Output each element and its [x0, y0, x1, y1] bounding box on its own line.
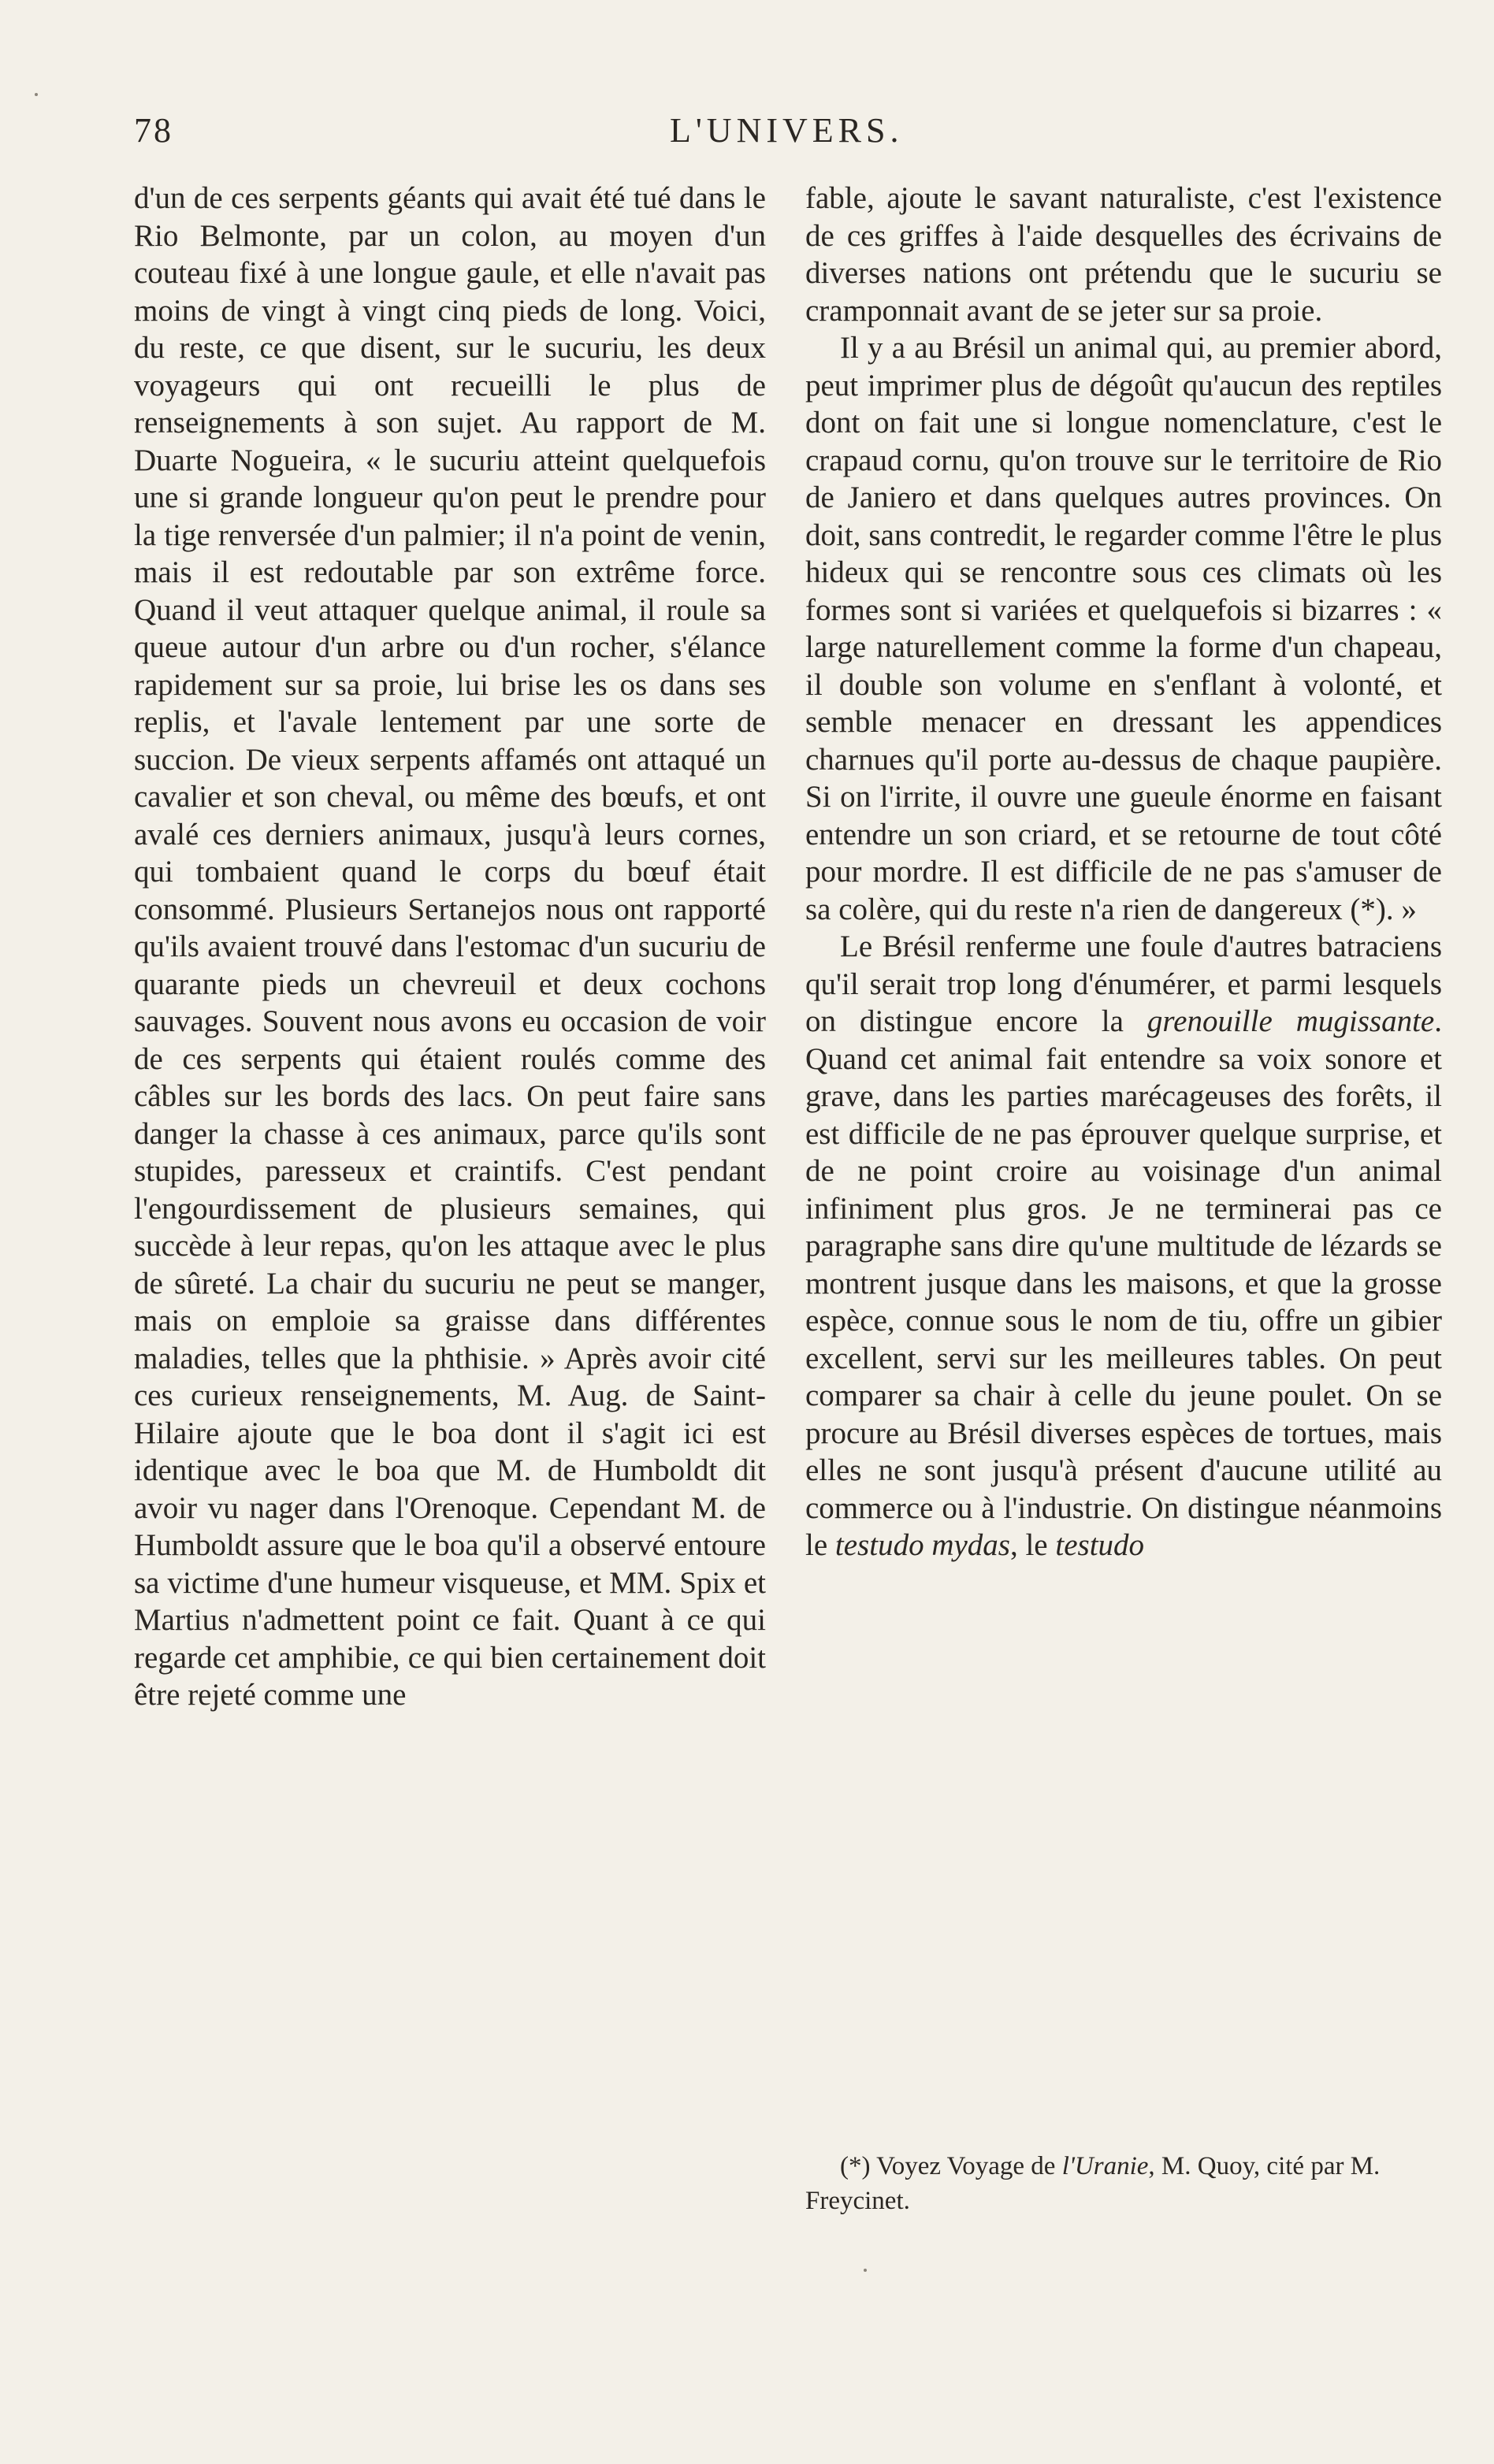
- right-column: [805, 180, 1442, 1564]
- right-paragraph-3: [805, 928, 1442, 1564]
- page-header: [134, 101, 1442, 156]
- footnote-prefix: (*) Voyez Voyage de: [840, 2152, 1062, 2180]
- paragraph-text: Le Brésil renferme une foule d'autres batraciens qu'il serait trop long d'énumérer, et parmi lesquels on distingue encore la: [805, 930, 1442, 1038]
- right-paragraph-2: Il y a au Brésil un animal qui, au premier abord, peut imprimer plus de dégoût qu'aucun des reptiles dont on fait une si longue nomenclature, c'est le crapaud cornu, qu'on trouve sur le territoire de Rio de Janiero et dans quelques autres provinces. On doit, sans contredit, le regarder comme l'être le plus hideux qui se rencontre sous ces climats où les formes sont si variées et quelquefois si bizarres : « large naturellement comme la forme d'un chapeau, il double son volume en s'enflant à volonté, et semble menacer en dressant les appendices charnues qu'il porte au-dessus de chaque paupière. Si on l'irrite, il ouvre une gueule énorme en faisant entendre un son criard, et se retourne de tout côté pour mordre. Il est difficile de ne pas s'amuser de sa colère, qui du reste n'a rien de dangereux (*). »: [805, 331, 1442, 926]
- footnote-title: l'Uranie: [1061, 2152, 1149, 2180]
- paper-speck: [35, 93, 38, 96]
- species-name: testudo: [1055, 1528, 1145, 1562]
- paragraph-text: , le: [1009, 1528, 1056, 1562]
- paper-speck: [864, 2269, 867, 2272]
- footnote-suffix: , M. Quoy, cité par M. Freycinet.: [805, 2152, 1381, 2215]
- left-paragraph-1: d'un de ces serpents géants qui avait été tué dans le Rio Belmonte, par un colon, au moyen d'un couteau fixé à une longue gaule, et elle n'avait pas moins de vingt à vingt cinq pieds de long. Voici, du reste, ce que disent, sur le sucuriu, les deux voyageurs qui ont recueilli le plus de renseignements à son sujet. Au rapport de M. Duarte Nogueira, « le sucuriu atteint quelquefois une si grande longueur qu'on peut le prendre pour la tige renversée d'un palmier; il n'a point de venin, mais il est redoutable par son extrême force. Quand il veut attaquer quelque animal, il roule sa queue autour d'un arbre ou d'un rocher, s'élance rapidement sur sa proie, lui brise les os dans ses replis, et l'avale lentement par une sorte de succion. De vieux serpents affamés ont attaqué un cavalier et son cheval, ou même des bœufs, et ont avalé ces derniers animaux, jusqu'à leurs cornes, qui tombaient quand le corps du bœuf était consommé. Plusieurs Sertanejos nous ont rapporté qu'ils avaient trouvé dans l'estomac d'un sucuriu de quarante pieds un chevreuil et deux cochons sauvages. Souvent nous avons eu occasion de voir de ces serpents qui étaient roulés comme des câbles sur les bords des lacs. On peut faire sans danger la chasse à ces animaux, parce qu'ils sont stupides, paresseux et craintifs. C'est pendant l'engourdissement de plusieurs semaines, qui succède à leur repas, qu'on les attaque avec le plus de sûreté. La chair du sucuriu ne peut se manger, mais on emploie sa graisse dans différentes maladies, telles que la phthisie. » Après avoir cité ces curieux renseignements, M. Aug. de Saint-Hilaire ajoute que le boa dont il s'agit ici est identique avec le boa que M. de Humboldt dit avoir vu nager dans l'Orenoque. Cependant M. de Humboldt assure que le boa qu'il a observé entoure sa victime d'une humeur visqueuse, et MM. Spix et Martius n'admettent point ce fait. Quant à ce qui regarde cet amphibie, ce qui bien certainement doit être rejeté comme une: [134, 181, 766, 1712]
- paragraph-text: . Quand cet animal fait entendre sa voix sonore et grave, dans les parties marécageuses des forêts, il est difficile de ne pas éprouver quelque surprise, et de ne point croire au voisinage d'un animal infiniment plus gros. Je ne terminerai pas ce paragraphe sans dire qu'une multitude de lézards se montrent jusque dans les maisons, et que la grosse espèce, connue sous le nom de tiu, offre un gibier excellent, servi sur les meilleures tables. On peut comparer sa chair à celle du jeune poulet. On se procure au Brésil diverses espèces de tortues, mais elles ne sont jusqu'à présent d'aucune utilité au commerce ou à l'industrie. On distingue néanmoins le: [805, 1004, 1442, 1562]
- footnote: [805, 2149, 1442, 2218]
- left-column: [134, 180, 766, 1714]
- right-paragraph-1: fable, ajoute le savant naturaliste, c'est l'existence de ces griffes à l'aide desquelles des écrivains de diverses nations ont prétendu que le sucuriu se cramponnait avant de se jeter sur sa proie.: [805, 181, 1442, 328]
- page-number: 78: [134, 111, 173, 150]
- species-name: grenouille mugissante: [1147, 1004, 1435, 1038]
- running-title: L'UNIVERS.: [670, 111, 904, 150]
- species-name: testudo mydas: [834, 1528, 1010, 1562]
